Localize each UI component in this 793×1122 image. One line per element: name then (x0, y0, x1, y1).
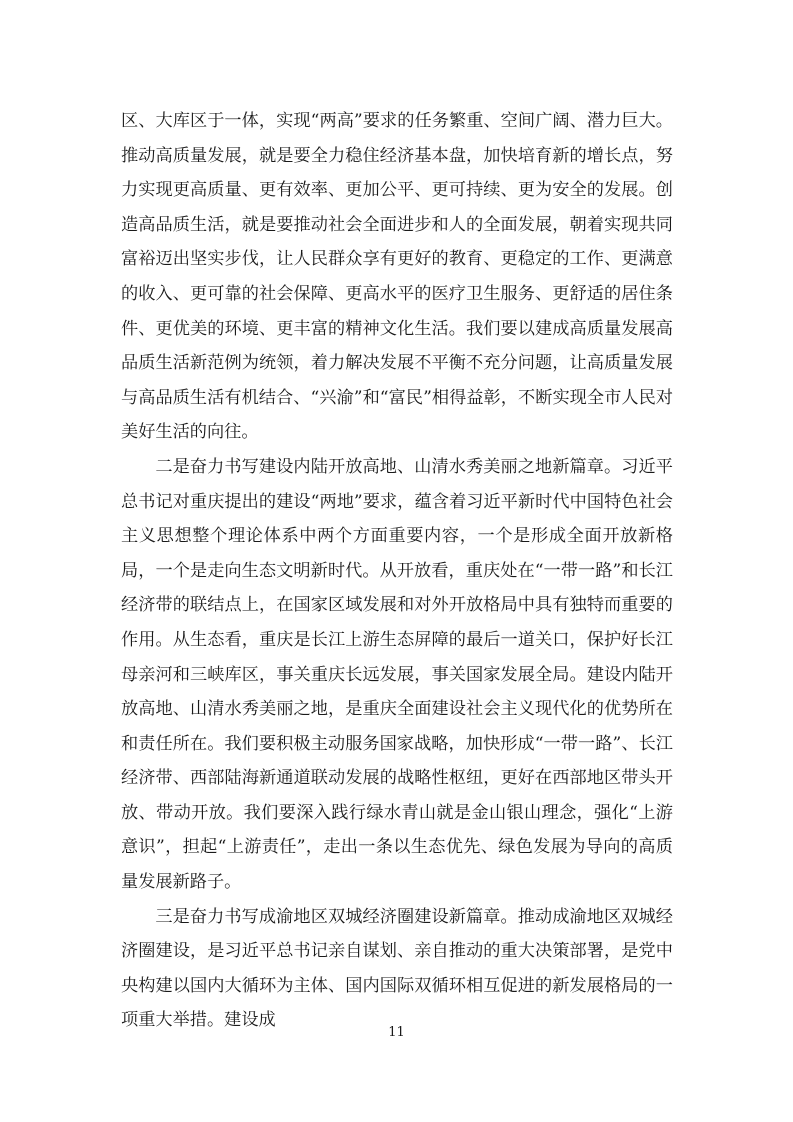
paragraph-3: 三是奋力书写成渝地区双城经济圈建设新篇章。推动成渝地区双城经济圈建设，是习近平总书记亲自谋划、亲自推动的重大决策部署，是党中央构建以国内大循环为主体、国内国际双循环相互促进的新发展格局的一项重大举措。建设成 (121, 906, 673, 1031)
paragraph-1: 区、大库区于一体，实现“两高”要求的任务繁重、空间广阔、潜力巨大。推动高质量发展，就是要全力稳住经济基本盘，加快培育新的增长点，努力实现更高质量、更有效率、更加公平、更可持续、更为安全的发展。创造高品质生活，就是要推动社会全面进步和人的全面发展，朝着实现共同富裕迈出坚实步伐，让人民群众享有更好的教育、更稳定的工作、更满意的收入、更可靠的社会保障、更高水平的医疗卫生服务、更舒适的居住条件、更优美的环境、更丰富的精神文化生活。我们要以建成高质量发展高品质生活新范例为统领，着力解决发展不平衡不充分问题，让高质量发展与高品质生活有机结合、“兴渝”和“富民”相得益彰，不断实现全市人民对美好生活的向往。 (121, 111, 673, 443)
body-text (121, 104, 673, 1038)
page-number: 11 (388, 1025, 405, 1040)
paragraph-2: 二是奋力书写建设内陆开放高地、山清水秀美丽之地新篇章。习近平总书记对重庆提出的建设“两地”要求，蕴含着习近平新时代中国特色社会主义思想整个理论体系中两个方面重要内容，一个是形成全面开放新格局，一个是走向生态文明新时代。从开放看，重庆处在“一带一路”和长江经济带的联结点上，在国家区域发展和对外开放格局中具有独特而重要的作用。从生态看，重庆是长江上游生态屏障的最后一道关口，保护好长江母亲河和三峡库区，事关重庆长远发展，事关国家发展全局。建设内陆开放高地、山清水秀美丽之地，是重庆全面建设社会主义现代化的优势所在和责任所在。我们要积极主动服务国家战略，加快形成“一带一路”、长江经济带、西部陆海新通道联动发展的战略性枢纽，更好在西部地区带头开放、带动开放。我们要深入践行绿水青山就是金山银山理念，强化“上游意识”，担起“上游责任”，走出一条以生态优先、绿色发展为导向的高质量发展新路子。 (121, 456, 673, 893)
